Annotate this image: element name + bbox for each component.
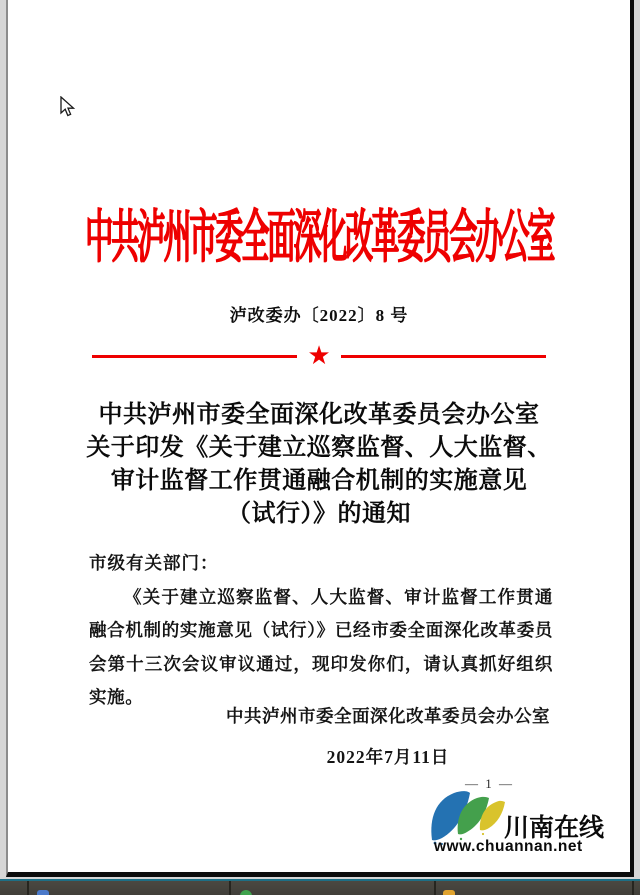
notice-title-line-1: 中共泸州市委全面深化改革委员会办公室 bbox=[98, 402, 540, 428]
signature-date: 2022年7月11日 bbox=[326, 747, 450, 767]
divider-line-right bbox=[341, 355, 546, 358]
taskbar-separator bbox=[632, 881, 634, 895]
issuing-agency-banner: 中共泸州市委全面深化改革委员会办公室 bbox=[84, 207, 553, 271]
salutation: 市级有关部门： bbox=[89, 553, 219, 573]
taskbar-separator bbox=[229, 881, 231, 895]
mouse-cursor bbox=[60, 96, 76, 118]
taskbar-app-icon-blue[interactable] bbox=[37, 890, 49, 895]
document-page bbox=[6, 0, 634, 877]
watermark-site-url: www.chuannan.net bbox=[434, 838, 583, 855]
page-number: — 1 — bbox=[465, 776, 514, 791]
watermark bbox=[434, 786, 618, 860]
document-number: 泸改委办〔2022〕8 号 bbox=[229, 306, 409, 325]
notice-title-line-2: 关于印发《关于建立巡察监督、人大监督、 bbox=[86, 435, 552, 461]
signature-block bbox=[226, 703, 550, 769]
taskbar-separator bbox=[27, 881, 29, 895]
signature-organization: 中共泸州市委全面深化改革委员会办公室 bbox=[226, 706, 550, 726]
body-paragraph: 《关于建立巡察监督、人大监督、审计监督工作贯通融合机制的实施意见（试行）》已经市委全面深化改革委员会第十三次会议审议通过，现印发你们，请认真抓好组织实施。 bbox=[89, 586, 553, 707]
notice-title bbox=[8, 399, 630, 531]
taskbar[interactable] bbox=[0, 879, 640, 895]
divider-line-left bbox=[92, 355, 297, 358]
star-icon: ★ bbox=[307, 341, 331, 371]
notice-title-line-3: 审计监督工作贯通融合机制的实施意见 bbox=[110, 468, 528, 494]
notice-title-line-4: （试行）》的通知 bbox=[227, 501, 411, 527]
red-divider bbox=[8, 341, 630, 371]
watermark-site-name: 川南在线 bbox=[504, 814, 605, 842]
document-body bbox=[89, 547, 553, 715]
taskbar-app-icon-yellow[interactable] bbox=[443, 890, 455, 895]
document-header bbox=[8, 198, 630, 270]
taskbar-app-icon-green[interactable] bbox=[240, 890, 252, 895]
taskbar-separator bbox=[434, 881, 436, 895]
